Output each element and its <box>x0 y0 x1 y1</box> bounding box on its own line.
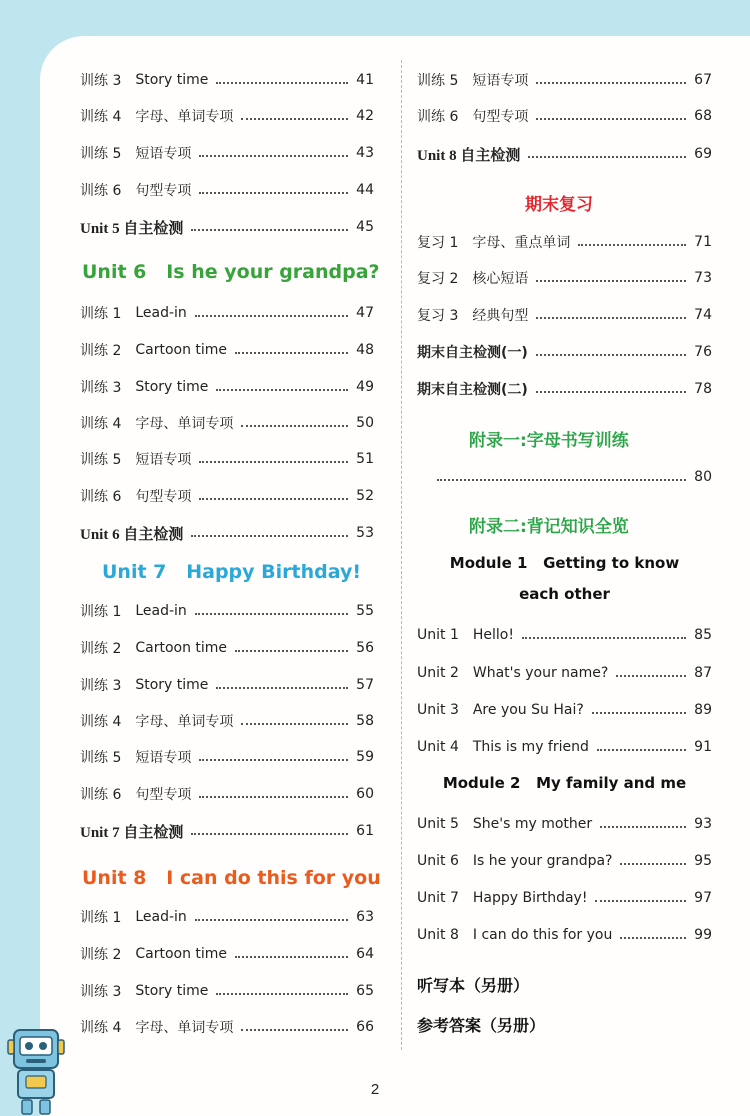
toc-entry[interactable] <box>417 662 712 684</box>
section-heading: Unit 7 Happy Birthday! <box>102 561 362 583</box>
toc-entry-label: 训练 3 <box>80 678 122 694</box>
toc-entry-title: 期末自主检测(一) <box>417 345 528 361</box>
toc-entry-label: Unit 5 <box>417 816 459 832</box>
toc-entry-page: 99 <box>694 927 712 943</box>
toc-leader-dots <box>235 956 348 958</box>
toc-leader-dots <box>199 498 348 500</box>
toc-entry-page: 63 <box>356 909 374 925</box>
toc-entry-label: 训练 3 <box>80 984 122 1000</box>
robot-mascot-icon <box>4 1028 68 1116</box>
toc-entry-page: 74 <box>694 307 712 323</box>
toc-entry-page: 58 <box>356 713 374 729</box>
toc-entry-page: 59 <box>356 749 374 765</box>
toc-entry-label: 训练 6 <box>80 787 122 803</box>
toc-leader-dots <box>216 389 348 391</box>
toc-entry[interactable] <box>80 710 374 732</box>
toc-leader-dots <box>522 637 686 639</box>
toc-leader-dots <box>235 352 348 354</box>
toc-entry-page: 76 <box>694 344 712 360</box>
toc-entry-title: Lead-in <box>135 909 187 925</box>
toc-entry-title: She's my mother <box>472 816 593 832</box>
toc-entry-title: Cartoon time <box>135 342 228 358</box>
toc-entry-page: 51 <box>356 451 374 467</box>
toc-entry-label: 训练 4 <box>80 416 122 432</box>
toc-entry-label: Unit 6 <box>417 853 459 869</box>
toc-entry[interactable] <box>417 304 712 326</box>
toc-entry[interactable] <box>417 378 712 400</box>
toc-entry-label: 训练 5 <box>80 452 122 468</box>
toc-entry-title: Is he your grandpa? <box>472 853 613 869</box>
toc-entry-label: 训练 5 <box>417 73 459 89</box>
toc-entry-label: 训练 5 <box>80 750 122 766</box>
section-heading: 期末复习 <box>525 195 593 215</box>
toc-entry-title: 短语专项 <box>135 146 192 162</box>
toc-leader-dots <box>199 759 348 761</box>
section-heading: 附录二:背记知识全览 <box>469 517 629 537</box>
toc-entry[interactable] <box>417 69 712 91</box>
toc-entry-label: 复习 3 <box>417 308 459 324</box>
toc-leader-dots <box>195 613 348 615</box>
toc-leader-dots <box>241 723 348 725</box>
toc-leader-dots <box>536 82 686 84</box>
toc-entry-page: 80 <box>694 469 712 485</box>
toc-entry[interactable] <box>80 142 374 164</box>
toc-entry-label: 训练 6 <box>417 109 459 125</box>
toc-entry[interactable] <box>80 485 374 507</box>
toc-entry[interactable] <box>417 143 712 165</box>
toc-entry-page: 64 <box>356 946 374 962</box>
section-heading: 附录一:字母书写训练 <box>469 431 629 451</box>
toc-leader-dots <box>592 712 686 714</box>
toc-entry[interactable] <box>417 813 712 835</box>
toc-entry[interactable] <box>80 746 374 768</box>
toc-entry[interactable] <box>80 943 374 965</box>
toc-entry[interactable] <box>80 412 374 434</box>
toc-entry[interactable] <box>80 302 374 324</box>
toc-leader-dots <box>437 479 686 481</box>
toc-entry-label: Unit 7 <box>417 890 459 906</box>
toc-entry-title: Story time <box>135 72 209 88</box>
toc-entry-label: 训练 3 <box>80 380 122 396</box>
toc-entry-page: 45 <box>356 219 374 235</box>
toc-entry-page: 95 <box>694 853 712 869</box>
toc-leader-dots <box>191 833 348 835</box>
section-heading: Module 1 Getting to know <box>449 554 680 572</box>
toc-leader-dots <box>600 826 686 828</box>
toc-entry-title: Cartoon time <box>135 640 228 656</box>
toc-entry-title: 字母、单词专项 <box>135 109 234 125</box>
toc-entry-title: 期末自主检测(二) <box>417 382 528 398</box>
toc-entry-title: 字母、单词专项 <box>135 1020 234 1036</box>
toc-leader-dots <box>536 317 686 319</box>
toc-entry-title: I can do this for you <box>472 927 613 943</box>
page-number: 2 <box>370 1081 380 1098</box>
toc-leader-dots <box>216 82 348 84</box>
toc-entry[interactable] <box>80 376 374 398</box>
toc-entry-page: 48 <box>356 342 374 358</box>
section-heading: 参考答案（另册） <box>417 1016 546 1035</box>
toc-entry-label: 训练 1 <box>80 604 122 620</box>
toc-entry-page: 93 <box>694 816 712 832</box>
toc-entry-page: 43 <box>356 145 374 161</box>
toc-entry-page: 89 <box>694 702 712 718</box>
toc-entry-label: 训练 3 <box>80 73 122 89</box>
toc-leader-dots <box>597 749 686 751</box>
toc-entry-title: What's your name? <box>472 665 609 681</box>
toc-entry-title: 句型专项 <box>472 109 529 125</box>
toc-entry-page: 57 <box>356 677 374 693</box>
toc-entry[interactable] <box>417 736 712 758</box>
toc-entry[interactable] <box>80 674 374 696</box>
toc-entry-title: Cartoon time <box>135 946 228 962</box>
toc-entry-title: Story time <box>135 379 209 395</box>
toc-leader-dots <box>578 244 686 246</box>
column-divider <box>401 60 402 1050</box>
toc-leader-dots <box>536 280 686 282</box>
toc-entry-page: 49 <box>356 379 374 395</box>
toc-entry-label: 复习 1 <box>417 235 459 251</box>
toc-entry-label: Unit 1 <box>417 627 459 643</box>
toc-entry-page: 44 <box>356 182 374 198</box>
toc-entry-label: Unit 8 <box>417 927 459 943</box>
toc-leader-dots <box>216 687 348 689</box>
toc-leader-dots <box>620 863 686 865</box>
toc-entry-label: 训练 6 <box>80 183 122 199</box>
toc-entry-label: 训练 4 <box>80 1020 122 1036</box>
section-heading: each other <box>519 585 610 603</box>
toc-entry-page: 47 <box>356 305 374 321</box>
toc-entry[interactable] <box>80 339 374 361</box>
toc-leader-dots <box>536 118 686 120</box>
toc-entry[interactable] <box>80 1016 374 1038</box>
toc-entry-page: 55 <box>356 603 374 619</box>
toc-entry-page: 91 <box>694 739 712 755</box>
toc-entry-title: Story time <box>135 983 209 999</box>
toc-leader-dots <box>191 535 348 537</box>
toc-entry-label: 训练 6 <box>80 489 122 505</box>
toc-leader-dots <box>199 192 348 194</box>
toc-leader-dots <box>235 650 348 652</box>
toc-entry[interactable] <box>417 105 712 127</box>
section-heading: 听写本（另册） <box>417 976 530 995</box>
toc-entry-page: 50 <box>356 415 374 431</box>
toc-entry[interactable] <box>80 216 374 238</box>
toc-entry-title: Happy Birthday! <box>472 890 588 906</box>
toc-entry-page: 67 <box>694 72 712 88</box>
toc-entry-title: Story time <box>135 677 209 693</box>
section-heading: Unit 8 I can do this for you <box>82 867 381 889</box>
toc-entry-page: 52 <box>356 488 374 504</box>
toc-entry-label: 训练 1 <box>80 910 122 926</box>
toc-entry-page: 78 <box>694 381 712 397</box>
toc-entry-label: 训练 2 <box>80 947 122 963</box>
toc-leader-dots <box>595 900 686 902</box>
toc-entry[interactable] <box>417 231 712 253</box>
toc-entry-label: 训练 4 <box>80 109 122 125</box>
toc-leader-dots <box>536 391 686 393</box>
toc-entry-label: Unit 2 <box>417 665 459 681</box>
toc-entry-page: 42 <box>356 108 374 124</box>
toc-entry-title: 句型专项 <box>135 489 192 505</box>
toc-leader-dots <box>620 937 686 939</box>
toc-entry-title: 句型专项 <box>135 183 192 199</box>
toc-entry-page: 71 <box>694 234 712 250</box>
toc-entry-title: 短语专项 <box>135 750 192 766</box>
toc-entry[interactable] <box>80 105 374 127</box>
toc-entry-label: 训练 5 <box>80 146 122 162</box>
toc-leader-dots <box>616 675 686 677</box>
section-heading: Unit 6 Is he your grandpa? <box>82 261 380 283</box>
toc-entry-title: 短语专项 <box>472 73 529 89</box>
toc-entry-page: 41 <box>356 72 374 88</box>
toc-entry-page: 61 <box>356 823 374 839</box>
toc-entry[interactable] <box>417 624 712 646</box>
toc-entry-title: 字母、单词专项 <box>135 416 234 432</box>
toc-entry[interactable] <box>80 69 374 91</box>
toc-entry-page: 69 <box>694 146 712 162</box>
toc-entry-title: 经典句型 <box>472 308 529 324</box>
toc-entry[interactable] <box>417 341 712 363</box>
toc-leader-dots <box>195 919 348 921</box>
toc-entry-page: 65 <box>356 983 374 999</box>
toc-leader-dots <box>241 425 348 427</box>
toc-entry[interactable] <box>417 924 712 946</box>
toc-entry-label: Unit 4 <box>417 739 459 755</box>
toc-leader-dots <box>241 118 348 120</box>
toc-leader-dots <box>536 354 686 356</box>
toc-entry-page: 87 <box>694 665 712 681</box>
toc-entry[interactable] <box>417 850 712 872</box>
toc-entry-title: Hello! <box>472 627 514 643</box>
toc-entry[interactable] <box>80 600 374 622</box>
toc-leader-dots <box>199 461 348 463</box>
toc-leader-dots <box>195 315 348 317</box>
toc-entry-title: This is my friend <box>472 739 589 755</box>
toc-entry[interactable] <box>80 906 374 928</box>
toc-entry-title: 字母、单词专项 <box>135 714 234 730</box>
toc-entry[interactable] <box>80 820 374 842</box>
toc-entry[interactable] <box>429 466 712 488</box>
toc-entry-title: 字母、重点单词 <box>472 235 571 251</box>
toc-entry[interactable] <box>80 179 374 201</box>
toc-leader-dots <box>199 155 348 157</box>
toc-entry-page: 73 <box>694 270 712 286</box>
toc-entry-page: 85 <box>694 627 712 643</box>
toc-entry-page: 53 <box>356 525 374 541</box>
toc-entry-label: 训练 2 <box>80 343 122 359</box>
section-heading: Module 2 My family and me <box>442 774 687 792</box>
toc-entry-page: 97 <box>694 890 712 906</box>
toc-leader-dots <box>241 1029 348 1031</box>
toc-entry[interactable] <box>80 980 374 1002</box>
toc-entry[interactable] <box>417 887 712 909</box>
toc-entry-title: Unit 8 自主检测 <box>417 147 521 164</box>
toc-entry-label: Unit 3 <box>417 702 459 718</box>
toc-entry[interactable] <box>417 267 712 289</box>
toc-entry-title: Lead-in <box>135 603 187 619</box>
toc-entry-title: Unit 6 自主检测 <box>80 526 184 543</box>
toc-entry-title: 短语专项 <box>135 452 192 468</box>
toc-leader-dots <box>199 796 348 798</box>
toc-entry-page: 68 <box>694 108 712 124</box>
toc-entry-title: Are you Su Hai? <box>472 702 584 718</box>
toc-entry-label: 训练 4 <box>80 714 122 730</box>
toc-entry[interactable] <box>80 522 374 544</box>
toc-entry-title: 句型专项 <box>135 787 192 803</box>
toc-entry[interactable] <box>417 699 712 721</box>
toc-leader-dots <box>528 156 686 158</box>
toc-entry-label: 训练 1 <box>80 306 122 322</box>
toc-entry-label: 复习 2 <box>417 271 459 287</box>
toc-entry-title: 核心短语 <box>472 271 529 287</box>
toc-entry[interactable] <box>80 637 374 659</box>
toc-entry-page: 66 <box>356 1019 374 1035</box>
toc-entry-title: Lead-in <box>135 305 187 321</box>
toc-leader-dots <box>191 229 348 231</box>
toc-entry-page: 56 <box>356 640 374 656</box>
toc-entry[interactable] <box>80 783 374 805</box>
toc-leader-dots <box>216 993 348 995</box>
toc-entry-title: Unit 7 自主检测 <box>80 824 184 841</box>
toc-entry-title: Unit 5 自主检测 <box>80 220 184 237</box>
toc-entry[interactable] <box>80 448 374 470</box>
toc-entry-label: 训练 2 <box>80 641 122 657</box>
toc-entry-page: 60 <box>356 786 374 802</box>
